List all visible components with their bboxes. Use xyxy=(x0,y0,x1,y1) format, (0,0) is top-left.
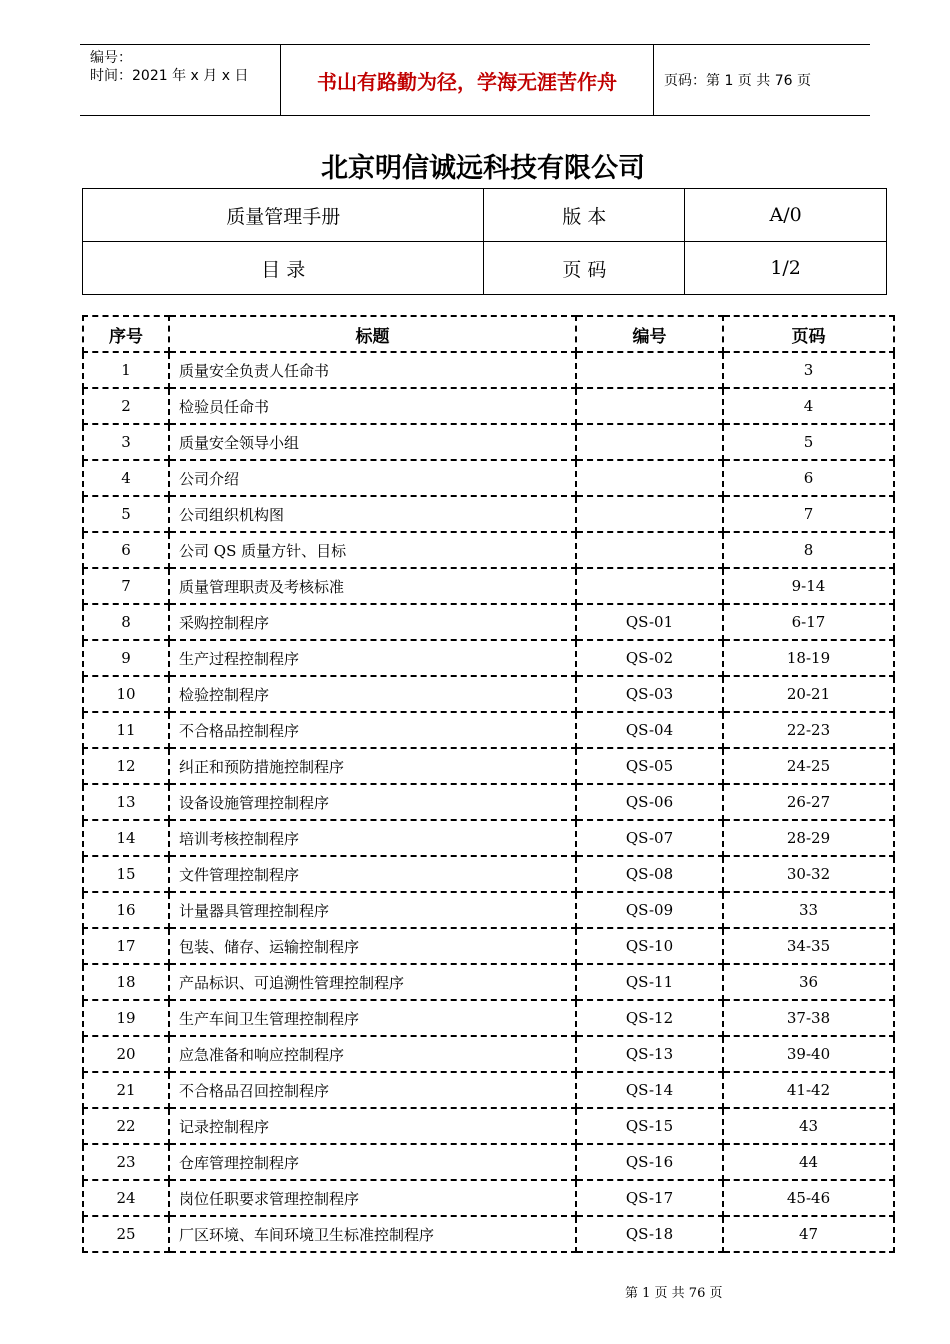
toc-pages: 26-27 xyxy=(724,785,895,821)
toc-code: QS-10 xyxy=(577,929,724,965)
toc-title: 采购控制程序 xyxy=(170,605,577,641)
toc-pages: 44 xyxy=(724,1145,895,1181)
toc-code: QS-17 xyxy=(577,1181,724,1217)
toc-pages: 22-23 xyxy=(724,713,895,749)
table-row xyxy=(82,749,895,785)
info-cell: A/0 xyxy=(685,189,887,242)
toc-index: 23 xyxy=(82,1145,170,1181)
toc-title: 仓库管理控制程序 xyxy=(170,1145,577,1181)
toc-title: 记录控制程序 xyxy=(170,1109,577,1145)
toc-index: 4 xyxy=(82,461,170,497)
toc-pages: 37-38 xyxy=(724,1001,895,1037)
toc-title: 产品标识、可追溯性管理控制程序 xyxy=(170,965,577,1001)
toc-header-cell: 页码 xyxy=(724,315,895,353)
toc-index: 24 xyxy=(82,1181,170,1217)
toc-code: QS-11 xyxy=(577,965,724,1001)
document-info-table xyxy=(82,188,887,295)
table-row xyxy=(82,1217,895,1253)
table-row xyxy=(82,641,895,677)
toc-code: QS-08 xyxy=(577,857,724,893)
table-row xyxy=(82,605,895,641)
info-cell: 目 录 xyxy=(83,242,484,295)
toc-code: QS-06 xyxy=(577,785,724,821)
toc-title: 生产车间卫生管理控制程序 xyxy=(170,1001,577,1037)
toc-title: 公司介绍 xyxy=(170,461,577,497)
toc-title: 公司 QS 质量方针、目标 xyxy=(170,533,577,569)
toc-code: QS-15 xyxy=(577,1109,724,1145)
info-row xyxy=(83,242,887,295)
page-footer: 第 1 页 共 76 页 xyxy=(625,1286,723,1301)
toc-pages: 36 xyxy=(724,965,895,1001)
toc-title: 质量安全领导小组 xyxy=(170,425,577,461)
toc-code: QS-13 xyxy=(577,1037,724,1073)
toc-header-cell: 标题 xyxy=(170,315,577,353)
toc-title: 纠正和预防措施控制程序 xyxy=(170,749,577,785)
table-row xyxy=(82,389,895,425)
toc-pages: 20-21 xyxy=(724,677,895,713)
toc-pages: 34-35 xyxy=(724,929,895,965)
info-cell: 质量管理手册 xyxy=(83,189,484,242)
toc-pages: 8 xyxy=(724,533,895,569)
toc-header-cell: 编号 xyxy=(577,315,724,353)
toc-index: 1 xyxy=(82,353,170,389)
table-row xyxy=(82,353,895,389)
toc-title: 质量安全负责人任命书 xyxy=(170,353,577,389)
toc-title: 设备设施管理控制程序 xyxy=(170,785,577,821)
toc-title: 文件管理控制程序 xyxy=(170,857,577,893)
toc-code: QS-01 xyxy=(577,605,724,641)
toc-code: QS-12 xyxy=(577,1001,724,1037)
toc-pages: 6 xyxy=(724,461,895,497)
toc-index: 17 xyxy=(82,929,170,965)
toc-index: 5 xyxy=(82,497,170,533)
info-row xyxy=(83,189,887,242)
toc-pages: 3 xyxy=(724,353,895,389)
toc-code xyxy=(577,389,724,425)
toc-title: 培训考核控制程序 xyxy=(170,821,577,857)
number-label: 编号： xyxy=(90,50,132,66)
table-row xyxy=(82,677,895,713)
document-header xyxy=(80,44,870,116)
toc-code xyxy=(577,353,724,389)
toc-index: 21 xyxy=(82,1073,170,1109)
toc-title: 生产过程控制程序 xyxy=(170,641,577,677)
toc-code: QS-04 xyxy=(577,713,724,749)
toc-code xyxy=(577,497,724,533)
toc-code: QS-16 xyxy=(577,1145,724,1181)
toc-pages: 7 xyxy=(724,497,895,533)
toc-title: 质量管理职责及考核标准 xyxy=(170,569,577,605)
toc-pages: 43 xyxy=(724,1109,895,1145)
toc-index: 25 xyxy=(82,1217,170,1253)
table-row xyxy=(82,533,895,569)
toc-code xyxy=(577,533,724,569)
info-cell: 版 本 xyxy=(484,189,685,242)
info-cell: 页 码 xyxy=(484,242,685,295)
toc-title: 计量器具管理控制程序 xyxy=(170,893,577,929)
toc-index: 10 xyxy=(82,677,170,713)
toc-code: QS-02 xyxy=(577,641,724,677)
header-meta xyxy=(80,45,281,115)
toc-pages: 5 xyxy=(724,425,895,461)
toc-code: QS-03 xyxy=(577,677,724,713)
toc-index: 19 xyxy=(82,1001,170,1037)
company-name: 北京明信诚远科技有限公司 xyxy=(321,153,645,184)
toc-index: 2 xyxy=(82,389,170,425)
toc-pages: 45-46 xyxy=(724,1181,895,1217)
toc-code xyxy=(577,461,724,497)
table-row xyxy=(82,425,895,461)
toc-pages: 24-25 xyxy=(724,749,895,785)
table-row xyxy=(82,893,895,929)
toc-title: 检验员任命书 xyxy=(170,389,577,425)
table-row xyxy=(82,1001,895,1037)
toc-pages: 9-14 xyxy=(724,569,895,605)
table-row xyxy=(82,497,895,533)
table-row xyxy=(82,857,895,893)
toc-code: QS-14 xyxy=(577,1073,724,1109)
toc-pages: 18-19 xyxy=(724,641,895,677)
table-row xyxy=(82,965,895,1001)
toc-title: 不合格品召回控制程序 xyxy=(170,1073,577,1109)
toc-title: 检验控制程序 xyxy=(170,677,577,713)
toc-header-cell: 序号 xyxy=(82,315,170,353)
toc-pages: 47 xyxy=(724,1217,895,1253)
motto: 书山有路勤为径，学海无涯苦作舟 xyxy=(281,45,654,115)
toc-pages: 4 xyxy=(724,389,895,425)
table-row xyxy=(82,713,895,749)
table-row xyxy=(82,1037,895,1073)
table-row xyxy=(82,1145,895,1181)
toc-index: 18 xyxy=(82,965,170,1001)
toc-pages: 41-42 xyxy=(724,1073,895,1109)
toc-index: 3 xyxy=(82,425,170,461)
table-row xyxy=(82,569,895,605)
toc-index: 20 xyxy=(82,1037,170,1073)
toc-title: 岗位任职要求管理控制程序 xyxy=(170,1181,577,1217)
toc-title: 厂区环境、车间环境卫生标准控制程序 xyxy=(170,1217,577,1253)
toc-index: 22 xyxy=(82,1109,170,1145)
time-label: 时间：2021 年 x 月 x 日 xyxy=(90,68,249,84)
toc-title: 应急准备和响应控制程序 xyxy=(170,1037,577,1073)
toc-code: QS-05 xyxy=(577,749,724,785)
toc-index: 16 xyxy=(82,893,170,929)
toc-code: QS-07 xyxy=(577,821,724,857)
toc-pages: 33 xyxy=(724,893,895,929)
toc-index: 8 xyxy=(82,605,170,641)
table-row xyxy=(82,821,895,857)
table-row xyxy=(82,1109,895,1145)
toc-index: 9 xyxy=(82,641,170,677)
toc-index: 13 xyxy=(82,785,170,821)
toc-index: 15 xyxy=(82,857,170,893)
toc-pages: 39-40 xyxy=(724,1037,895,1073)
toc-code: QS-09 xyxy=(577,893,724,929)
table-row xyxy=(82,929,895,965)
toc-pages: 30-32 xyxy=(724,857,895,893)
toc-index: 12 xyxy=(82,749,170,785)
toc-title: 包装、储存、运输控制程序 xyxy=(170,929,577,965)
toc-index: 11 xyxy=(82,713,170,749)
toc-code xyxy=(577,425,724,461)
toc-index: 6 xyxy=(82,533,170,569)
toc-index: 14 xyxy=(82,821,170,857)
toc-code xyxy=(577,569,724,605)
toc-title: 不合格品控制程序 xyxy=(170,713,577,749)
toc-table xyxy=(82,315,895,1253)
toc-pages: 6-17 xyxy=(724,605,895,641)
toc-index: 7 xyxy=(82,569,170,605)
table-row xyxy=(82,1181,895,1217)
table-row xyxy=(82,1073,895,1109)
table-row xyxy=(82,461,895,497)
info-cell: 1/2 xyxy=(685,242,887,295)
toc-pages: 28-29 xyxy=(724,821,895,857)
toc-code: QS-18 xyxy=(577,1217,724,1253)
toc-title: 公司组织机构图 xyxy=(170,497,577,533)
table-row xyxy=(82,785,895,821)
header-page-info: 页码：第 1 页 共 76 页 xyxy=(664,73,811,89)
